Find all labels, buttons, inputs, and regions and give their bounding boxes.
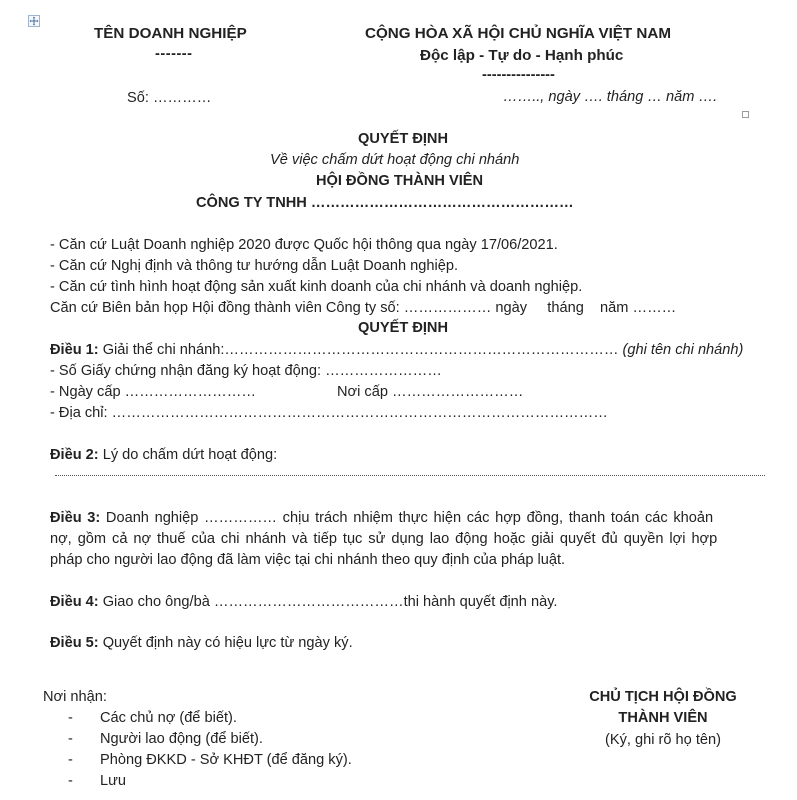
article-2-text: Lý do chấm dứt hoạt động: (98, 447, 278, 463)
article-1-issue-place: Nơi cấp ……………………… (337, 384, 524, 400)
table-move-handle-icon[interactable] (28, 15, 40, 27)
recipient-bullet: - (68, 710, 73, 726)
article-3-line-1 (50, 510, 713, 526)
article-1-text: Giải thể chi nhánh:……………………………………………………………………… (98, 342, 623, 358)
article-2-label: Điều 2: (50, 447, 99, 463)
article-2-fill-line (55, 475, 765, 476)
paragraph-marker-icon (742, 111, 749, 118)
company-name-placeholder: TÊN DOANH NGHIỆP (94, 25, 247, 42)
article-1-issue-date: - Ngày cấp ……………………… (50, 384, 256, 400)
header-right-divider: --------------- (482, 67, 555, 83)
recipient-bullet: - (68, 731, 73, 747)
article-3-label: Điều 3: (50, 510, 101, 526)
recipient-bullet: - (68, 752, 73, 768)
national-title: CỘNG HÒA XÃ HỘI CHỦ NGHĨA VIỆT NAM (365, 25, 672, 42)
header-left-divider: ------- (155, 46, 193, 62)
article-3-line-3: pháp cho người lao động đã làm việc tại chi nhánh theo quy định của pháp luật. (50, 552, 566, 568)
article-1-address: - Địa chỉ: ………………………………………………………………………………………… (50, 405, 608, 421)
document-subject: Về việc chấm dứt hoạt động chi nhánh (270, 152, 520, 168)
article-1 (50, 342, 743, 358)
legal-basis-3: - Căn cứ tình hình hoạt động sản xuất kinh doanh của chi nhánh và doanh nghiệp. (50, 279, 583, 295)
date-line: …….., ngày …. tháng … năm …. (503, 89, 718, 105)
legal-basis-1: - Căn cứ Luật Doanh nghiệp 2020 được Quốc hội thông qua ngày 17/06/2021. (50, 237, 558, 253)
article-4-text: Giao cho ông/bà …………………………………thi hành quyết định này. (98, 594, 558, 610)
article-1-certificate: - Số Giấy chứng nhận đăng ký hoạt động: …………………… (50, 363, 442, 379)
signature-title-line-1: CHỦ TỊCH HỘI ĐỒNG (589, 689, 737, 705)
recipient-item: Lưu (100, 773, 127, 789)
article-4 (50, 594, 557, 610)
recipient-item: Người lao động (để biết). (100, 731, 263, 747)
document-number-field: Số: ………… (127, 90, 212, 106)
article-5 (50, 635, 353, 651)
recipient-item: Phòng ĐKKD - Sở KHĐT (để đăng ký). (100, 752, 352, 768)
signature-title-line-2: THÀNH VIÊN (618, 710, 708, 726)
article-4-label: Điều 4: (50, 594, 99, 610)
company-line: CÔNG TY TNHH ……………………………………………… (196, 195, 574, 211)
article-3-line-2: nợ, gồm cả nợ thuế của chi nhánh và tiếp tục sử dụng lao động hoặc giải quyết đủ quyền lợi hợp (50, 531, 718, 547)
article-1-note: (ghi tên chi nhánh) (622, 342, 744, 358)
article-2 (50, 447, 277, 463)
article-5-label: Điều 5: (50, 635, 99, 651)
article-1-label: Điều 1: (50, 342, 99, 358)
legal-basis-2: - Căn cứ Nghị định và thông tư hướng dẫn Luật Doanh nghiệp. (50, 258, 459, 274)
recipient-bullet: - (68, 773, 73, 789)
legal-basis-4: Căn cứ Biên bản họp Hội đồng thành viên Công ty số: ……………… ngày tháng năm ……… (50, 300, 677, 316)
article-5-text: Quyết định này có hiệu lực từ ngày ký. (98, 635, 353, 651)
article-3-text-1: Doanh nghiệp …………… chịu trách nhiệm thực hiện các hợp đồng, thanh toán các khoản (100, 510, 714, 526)
national-motto: Độc lập - Tự do - Hạnh phúc (420, 47, 624, 64)
document-heading: QUYẾT ĐỊNH (358, 131, 448, 147)
decision-heading: QUYẾT ĐỊNH (358, 320, 448, 336)
recipient-item: Các chủ nợ (để biết). (100, 710, 237, 726)
recipients-heading: Nơi nhận: (43, 689, 107, 705)
issuing-body: HỘI ĐỒNG THÀNH VIÊN (316, 173, 484, 189)
signature-instruction: (Ký, ghi rõ họ tên) (605, 732, 721, 748)
